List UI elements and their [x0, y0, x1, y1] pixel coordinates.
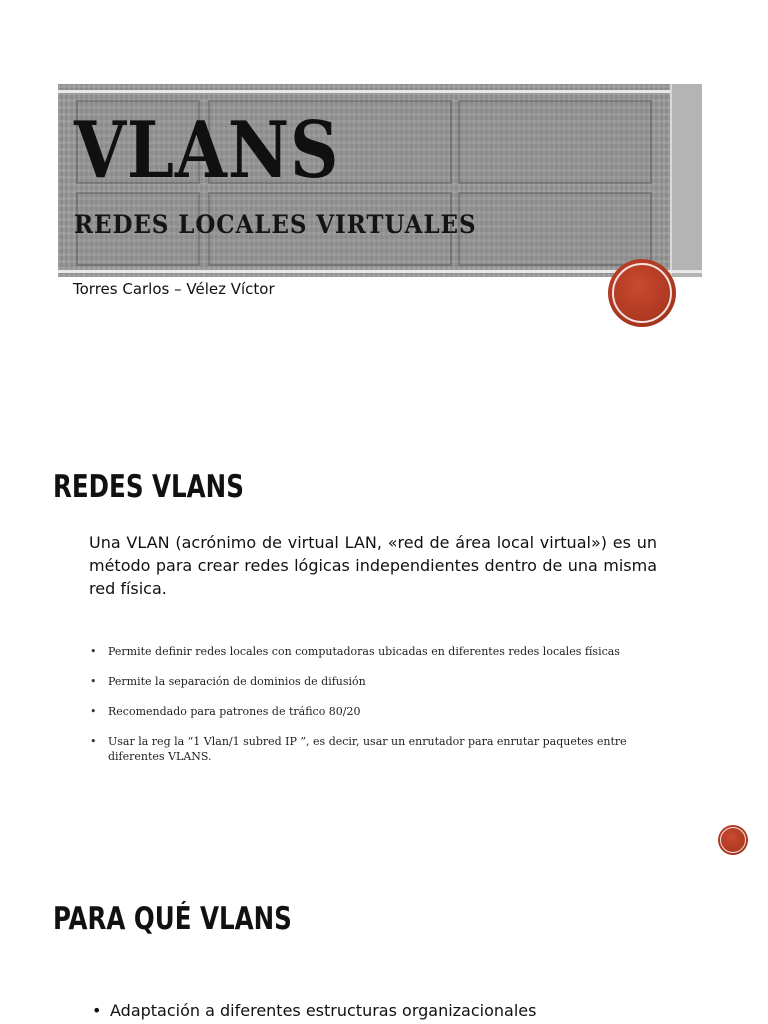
bullet-item: • Usar la reg la “1 Vlan/1 subred IP ”, es decir, usar un enrutador para enrutar paquetes entre diferentes VLANS.	[90, 734, 660, 764]
bullet-list	[92, 1000, 536, 1022]
bullet-item: • Adaptación a diferentes estructuras organizacionales	[92, 1000, 536, 1022]
decorative-red-circle-small	[718, 825, 748, 855]
content-slide-redes-vlans	[0, 444, 768, 876]
band-bottom-line	[58, 270, 702, 273]
bullet-list	[90, 644, 660, 779]
decorative-red-circle	[608, 259, 676, 327]
bullet-item: • Permite la separación de dominios de difusión	[90, 674, 660, 689]
bullet-item: • Recomendado para patrones de tráfico 80/20	[90, 704, 660, 719]
band-top-line	[58, 90, 702, 93]
slide-heading: PARA QUÉ VLANS	[53, 901, 292, 937]
band-right-edge	[670, 84, 702, 277]
slide-subtitle: REDES LOCALES VIRTUALES	[74, 210, 477, 239]
title-slide	[0, 0, 768, 372]
slide-title: VLANS	[74, 105, 340, 196]
band-texture-panel	[458, 100, 652, 184]
band-texture-panel	[458, 192, 652, 266]
content-slide-para-que-vlans	[0, 876, 768, 1024]
bullet-item: • Permite definir redes locales con computadoras ubicadas en diferentes redes locales físicas	[90, 644, 660, 659]
authors-text: Torres Carlos – Vélez Víctor	[73, 280, 275, 298]
slide-heading: REDES VLANS	[53, 469, 244, 505]
lead-paragraph: Una VLAN (acrónimo de virtual LAN, «red de área local virtual») es un método para crear redes lógicas independientes dentro de una misma red física.	[89, 533, 657, 598]
